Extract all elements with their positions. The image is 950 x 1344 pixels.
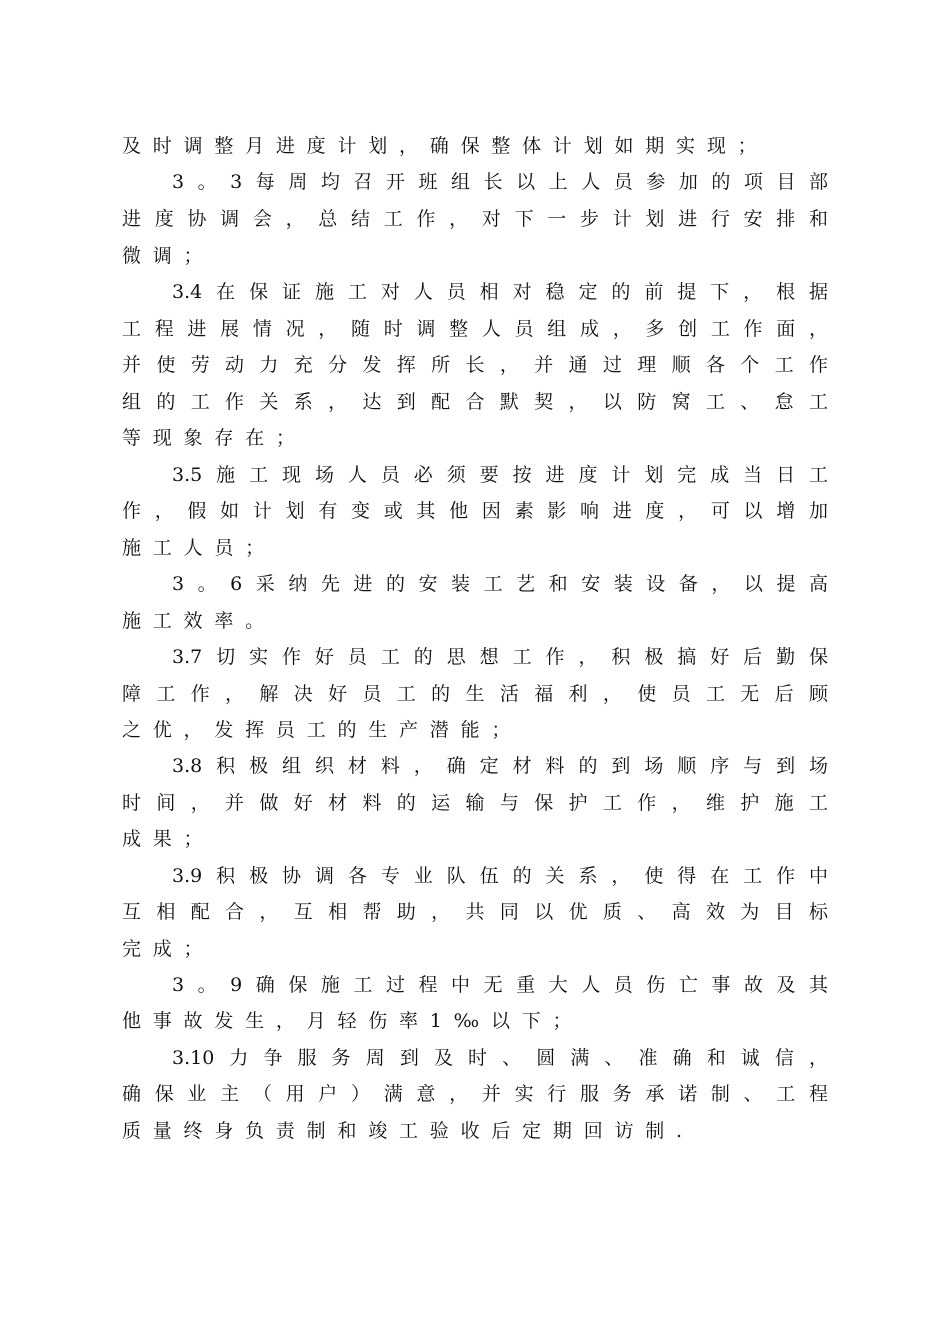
text-line: 组的工作关系，达到配合默契，以防窝工、怠工	[122, 391, 828, 413]
text-line: 之优，发挥员工的生产潜能；	[122, 719, 523, 741]
text-line: 3。6采纳先进的安装工艺和安装设备，以提高	[172, 573, 828, 595]
text-line: 确保业主（用户）满意，并实行服务承诺制、工程	[122, 1083, 828, 1105]
text-line: 施工人员；	[122, 537, 276, 559]
text-line: 3。9确保施工过程中无重大人员伤亡事故及其	[172, 974, 828, 996]
text-line: 进度协调会，总结工作，对下一步计划进行安排和	[122, 208, 828, 230]
text-line: 障工作，解决好员工的生活福利，使员工无后顾	[122, 683, 828, 705]
text-line: 3.10力争服务周到及时、圆满、准确和诚信，	[172, 1047, 828, 1069]
text-line: 作，假如计划有变或其他因素影响进度，可以增加	[122, 500, 828, 522]
text-line: 时间，并做好材料的运输与保护工作，维护施工	[122, 792, 828, 814]
text-line: 3.4在保证施工对人员相对稳定的前提下，根据	[172, 281, 828, 303]
text-line: 3.8积极组织材料，确定材料的到场顺序与到场	[172, 755, 828, 777]
text-line: 成果；	[122, 828, 215, 850]
text-line: 3。3每周均召开班组长以上人员参加的项目部	[172, 171, 828, 193]
text-line: 工程进展情况，随时调整人员组成，多创工作面，	[122, 318, 828, 340]
text-line: 3.5施工现场人员必须要按进度计划完成当日工	[172, 464, 828, 486]
text-line: 施工效率。	[122, 610, 276, 632]
text-line: 质量终身负责制和竣工验收后定期回访制.	[122, 1120, 694, 1142]
text-line: 等现象存在；	[122, 427, 307, 449]
text-line: 及时调整月进度计划，确保整体计划如期实现；	[122, 135, 769, 157]
text-line: 完成；	[122, 938, 215, 960]
text-line: 微调；	[122, 245, 215, 267]
text-line: 他事故发生，月轻伤率1‰以下；	[122, 1010, 584, 1032]
text-line: 3.9积极协调各专业队伍的关系，使得在工作中	[172, 865, 828, 887]
text-line: 互相配合，互相帮助，共同以优质、高效为目标	[122, 901, 828, 923]
text-line: 并使劳动力充分发挥所长，并通过理顺各个工作	[122, 354, 828, 376]
text-line: 3.7切实作好员工的思想工作，积极搞好后勤保	[172, 646, 828, 668]
